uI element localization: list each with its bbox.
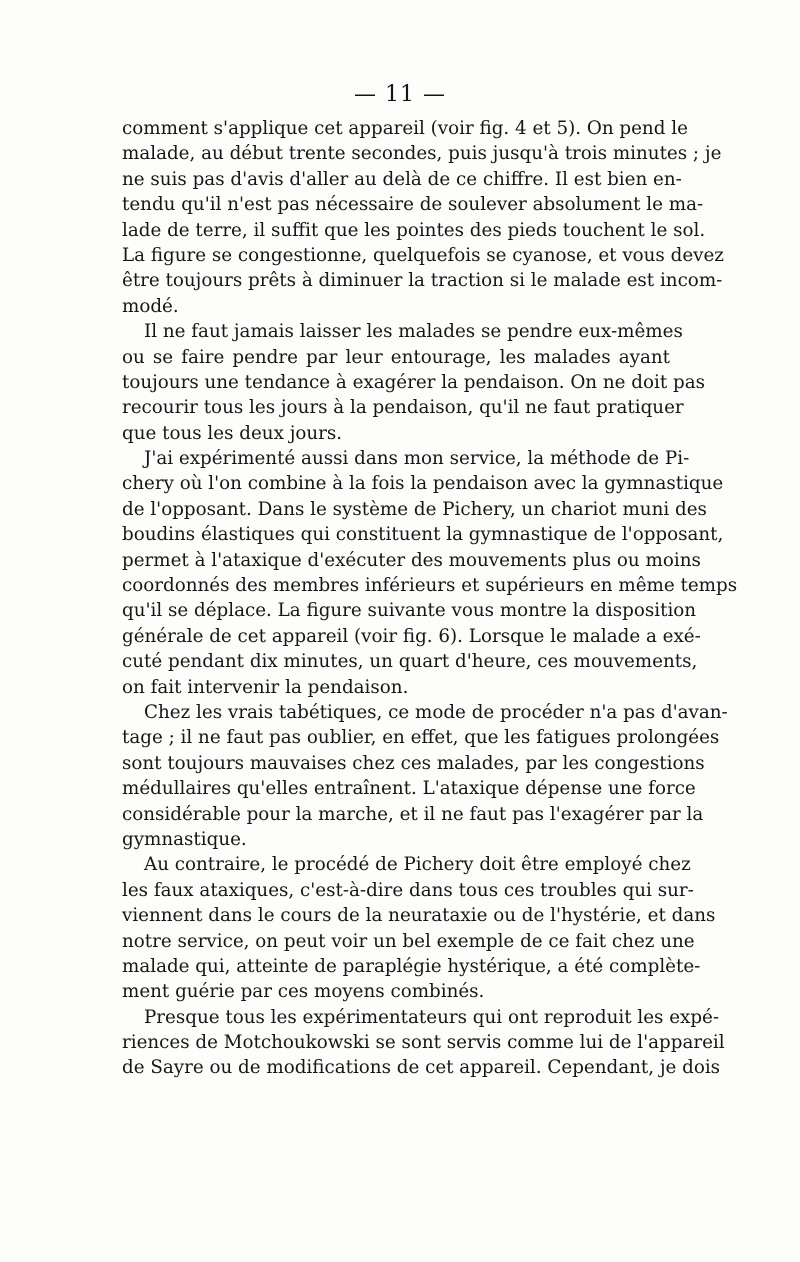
text-line: modé. — [122, 295, 179, 317]
text-line: coordonnés des membres inférieurs et supérieurs en même temps — [122, 575, 738, 597]
text-line: malade, au début trente secondes, puis jusqu'à trois minutes ; je — [122, 143, 722, 165]
page-number: — 11 — — [354, 82, 446, 107]
text-line: riences de Motchoukowski se sont servis comme lui de l'appareil — [122, 1032, 725, 1054]
text-line: tendu qu'il n'est pas nécessaire de soulever absolument le ma- — [122, 194, 704, 216]
text-line: cuté pendant dix minutes, un quart d'heure, ces mouvements, — [122, 651, 698, 673]
text-line: générale de cet appareil (voir fig. 6). Lorsque le malade a exé- — [122, 625, 701, 647]
text-line: les faux ataxiques, c'est-à-dire dans tous ces troubles qui sur- — [122, 879, 694, 901]
text-line: malade qui, atteinte de paraplégie hystérique, a été complète- — [122, 955, 701, 977]
text-line: tage ; il ne faut pas oublier, en effet, que les fatigues prolongées — [122, 727, 720, 749]
text-line: J'ai expérimenté aussi dans mon service, la méthode de Pi- — [144, 448, 690, 470]
text-line: de Sayre ou de modifications de cet appareil. Cependant, je dois — [122, 1057, 721, 1079]
text-line: Au contraire, le procédé de Pichery doit être employé chez — [144, 854, 691, 876]
text-line: Il ne faut jamais laisser les malades se pendre eux-mêmes — [144, 321, 683, 343]
text-line: ne suis pas d'avis d'aller au delà de ce chiffre. Il est bien en- — [122, 168, 682, 190]
text-line: La figure se congestionne, quelquefois se cyanose, et vous devez — [122, 244, 724, 266]
text-line: que tous les deux jours. — [122, 422, 343, 444]
text-line: médullaires qu'elles entraînent. L'ataxique dépense une force — [122, 778, 696, 800]
text-line: de l'opposant. Dans le système de Pichery, un chariot muni des — [122, 498, 707, 520]
text-line: boudins élastiques qui constituent la gymnastique de l'opposant, — [122, 524, 724, 546]
text-line: sont toujours mauvaises chez ces malades, par les congestions — [122, 752, 705, 774]
text-line: recourir tous les jours à la pendaison, qu'il ne faut pratiquer — [122, 397, 684, 419]
body-text — [122, 116, 738, 1081]
text-line: ment guérie par ces moyens combinés. — [122, 981, 485, 1003]
text-line: on fait intervenir la pendaison. — [122, 676, 409, 698]
text-line: Chez les vrais tabétiques, ce mode de procéder n'a pas d'avan- — [144, 701, 728, 723]
text-line: toujours une tendance à exagérer la pendaison. On ne doit pas — [122, 371, 705, 393]
text-line: considérable pour la marche, et il ne faut pas l'exagérer par la — [122, 803, 704, 825]
text-line: être toujours prêts à diminuer la traction si le malade est incom- — [122, 270, 723, 292]
text-line: chery où l'on combine à la fois la pendaison avec la gymnastique — [122, 473, 724, 495]
text-line: gymnastique. — [122, 828, 247, 850]
text-line: viennent dans le cours de la neurataxie ou de l'hystérie, et dans — [122, 905, 716, 927]
text-line: Presque tous les expérimentateurs qui ont reproduit les expé- — [144, 1006, 720, 1028]
text-line: comment s'applique cet appareil (voir fig. 4 et 5). On pend le — [122, 118, 688, 139]
text-line: permet à l'ataxique d'exécuter des mouvements plus ou moins — [122, 549, 701, 571]
text-line: qu'il se déplace. La figure suivante vous montre la disposition — [122, 600, 697, 622]
text-line: ou se faire pendre par leur entourage, les malades ayant — [122, 346, 670, 368]
text-line: lade de terre, il suffit que les pointes des pieds touchent le sol. — [122, 219, 706, 241]
text-line: notre service, on peut voir un bel exemple de ce fait chez une — [122, 930, 695, 952]
